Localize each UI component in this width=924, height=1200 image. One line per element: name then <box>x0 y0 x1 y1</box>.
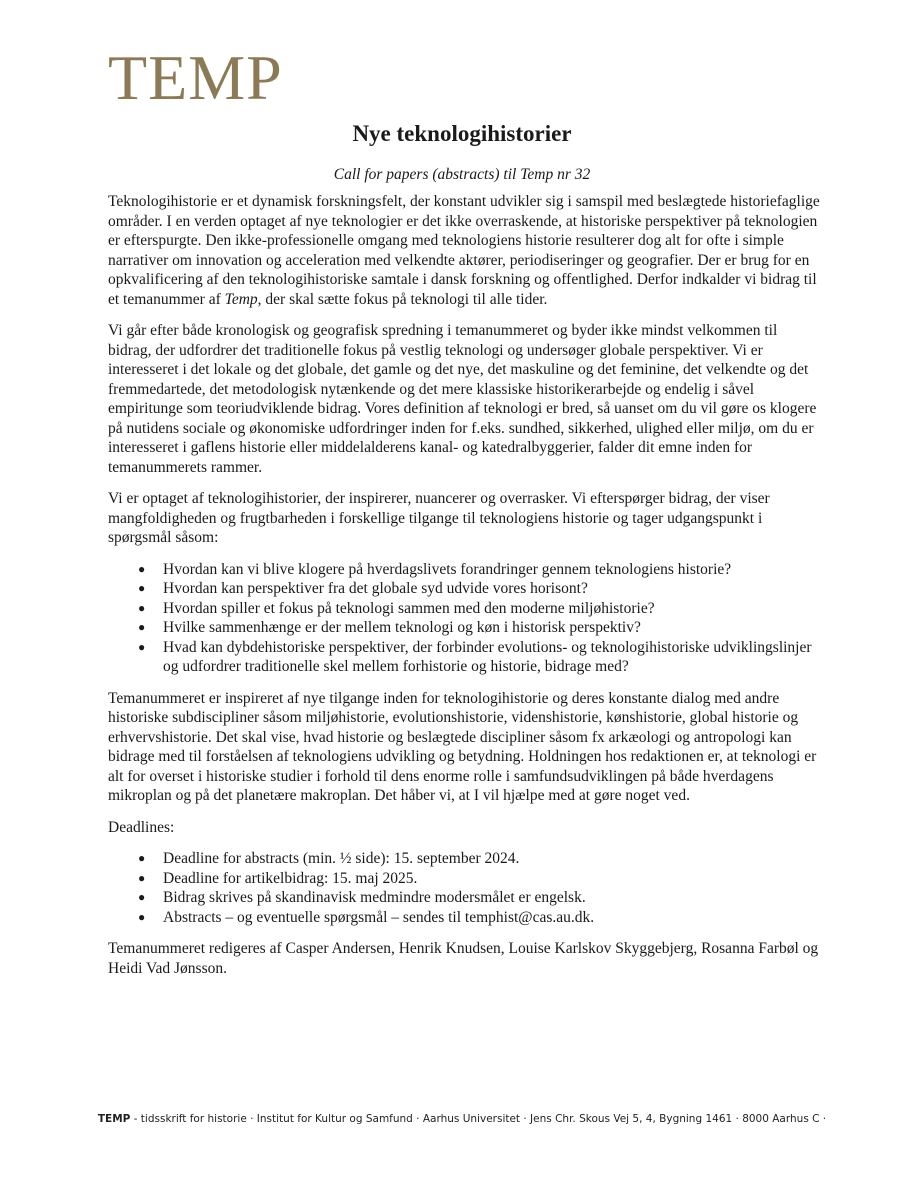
bullet-icon: ● <box>138 620 146 634</box>
bullet-icon: ● <box>138 851 146 865</box>
journal-logo: TEMP <box>108 42 283 113</box>
journal-name: Temp <box>224 290 258 308</box>
intro-paragraph: Teknologihistorie er et dynamisk forskningsfelt, der konstant udvikler sig i samspil med beslægtede historiefaglige områder. I en verden optaget af nye teknologier er det ikke overraskende, at historiske perspektiver på teknologien er efterspurgte. Den ikke-professionelle omgang med teknologiens historie resulterer dog alt for ofte i simple narrativer om innovation og acceleration med velkendte aktører, periodiseringer og geografier. Der er brug for en opkvalificering af den teknologihistoriske samtale i dansk forskning og offentlighed. Derfor indkalder vi bidrag til et temanummer af Temp, der skal sætte fokus på teknologi til alle tider. <box>108 193 820 308</box>
list-item: ● Hvordan kan perspektiver fra det globale syd udvide vores horisont? <box>138 580 588 597</box>
list-item: ● Abstracts – og eventuelle spørgsmål – sendes til temphist@cas.au.dk. <box>138 908 595 926</box>
editors-paragraph: Temanummeret redigeres af Casper Andersen, Henrik Knudsen, Louise Karlskov Skyggebjerg, Rosanna Farbøl og Heidi Vad Jønsson. <box>108 940 819 977</box>
scope-paragraph: Vi går efter både kronologisk og geografisk spredning i temanummeret og byder ikke mindst velkommen til bidrag, der udfordrer det traditionelle fokus på vestlig teknologi og undersøger globale perspektiver. Vi er interesseret i det lokale og det globale, det gamle og det nye, det maskuline og det feminine, det velkendte og det fremmedartede, det metodologisk nytænkende og det mere klassiske historikerarbejde og endelig i såvel empiritunge som teoriudviklende bidrag. Vores definition af teknologi er bred, så uanset om du vil gøre os klogere på nutidens sociale og økonomiske udfordringer inden for f.eks. sundhed, sikkerhed, ulighed eller miljø, om du er interesseret i gaflens historie eller middelalderens kanal- og katedralbyggerier, falder dit emne inden for temanummerets rammer. <box>108 322 817 476</box>
list-item: ● Hvordan kan vi blive klogere på hverdagslivets forandringer gennem teknologiens historie? <box>138 560 732 578</box>
bullet-icon: ● <box>138 600 146 615</box>
list-item: ● Deadline for abstracts (min. ½ side): 15. september 2024. <box>138 850 520 867</box>
page-title: Nye teknologihistorier <box>352 121 572 146</box>
bullet-icon: ● <box>138 870 146 885</box>
questions-intro-paragraph: Vi er optaget af teknologihistorier, der inspirerer, nuancerer og overrasker. Vi efterspørger bidrag, der viser mangfoldigheden og frugtbarheden i forskellige tilgange til teknologiens historie og tager udgangspunkt i spørgsmål såsom: <box>108 490 770 546</box>
bullet-icon: ● <box>138 909 146 924</box>
bullet-icon: ● <box>138 561 146 576</box>
footer-brand: TEMP <box>97 1113 131 1125</box>
context-paragraph: Temanummeret er inspireret af nye tilgange inden for teknologihistorie og deres konstante dialog med andre historiske subdiscipliner såsom miljøhistorie, evolutionshistorie, videnshistorie, kønshistorie, global historie og erhvervshistorie. Det skal vise, hvad historie og beslægtede discipliner såsom fx arkæologi og antropologi kan bidrage med til forståelsen af teknologiens udvikling og betydning. Holdningen hos redaktionen er, at teknologi er alt for overset i historiske studier i forhold til dens enorme rolle i samfundsudviklingen på både hverdagens mikroplan og på det planetære makroplan. Det håber vi, at I vil hjælpe med at gøre noget ved. <box>108 689 817 804</box>
footer-text: - tidsskrift for historie · Institut for Kultur og Samfund · Aarhus Universitet · Jens Chr. Skous Vej 5, 4, Bygning 1461 · 8000 Aarhus C · <box>130 1113 827 1125</box>
bullet-icon: ● <box>138 639 146 654</box>
bullet-icon: ● <box>138 581 146 595</box>
questions-list <box>108 560 820 677</box>
list-item: ● Hvad kan dybdehistoriske perspektiver, der forbinder evolutions- og teknologihistoriske udviklingslinjer og udfordrer traditionelle skel mellem forhistorie og historie, bidrage med? <box>138 638 812 675</box>
bullet-icon: ● <box>138 890 146 904</box>
list-item: ● Hvordan spiller et fokus på teknologi sammen med den moderne miljøhistorie? <box>138 599 655 617</box>
list-item: ● Deadline for artikelbidrag: 15. maj 2025. <box>138 869 418 887</box>
document-body <box>108 192 820 990</box>
list-item: ● Bidrag skrives på skandinavisk medmindre modersmålet er engelsk. <box>138 889 586 906</box>
page-subtitle: Call for papers (abstracts) til Temp nr 32 <box>333 166 591 183</box>
deadlines-list <box>108 849 820 927</box>
deadlines-heading: Deadlines: <box>108 818 175 836</box>
page-footer <box>0 1113 924 1125</box>
list-item: ● Hvilke sammenhænge er der mellem teknologi og køn i historisk perspektiv? <box>138 619 641 636</box>
